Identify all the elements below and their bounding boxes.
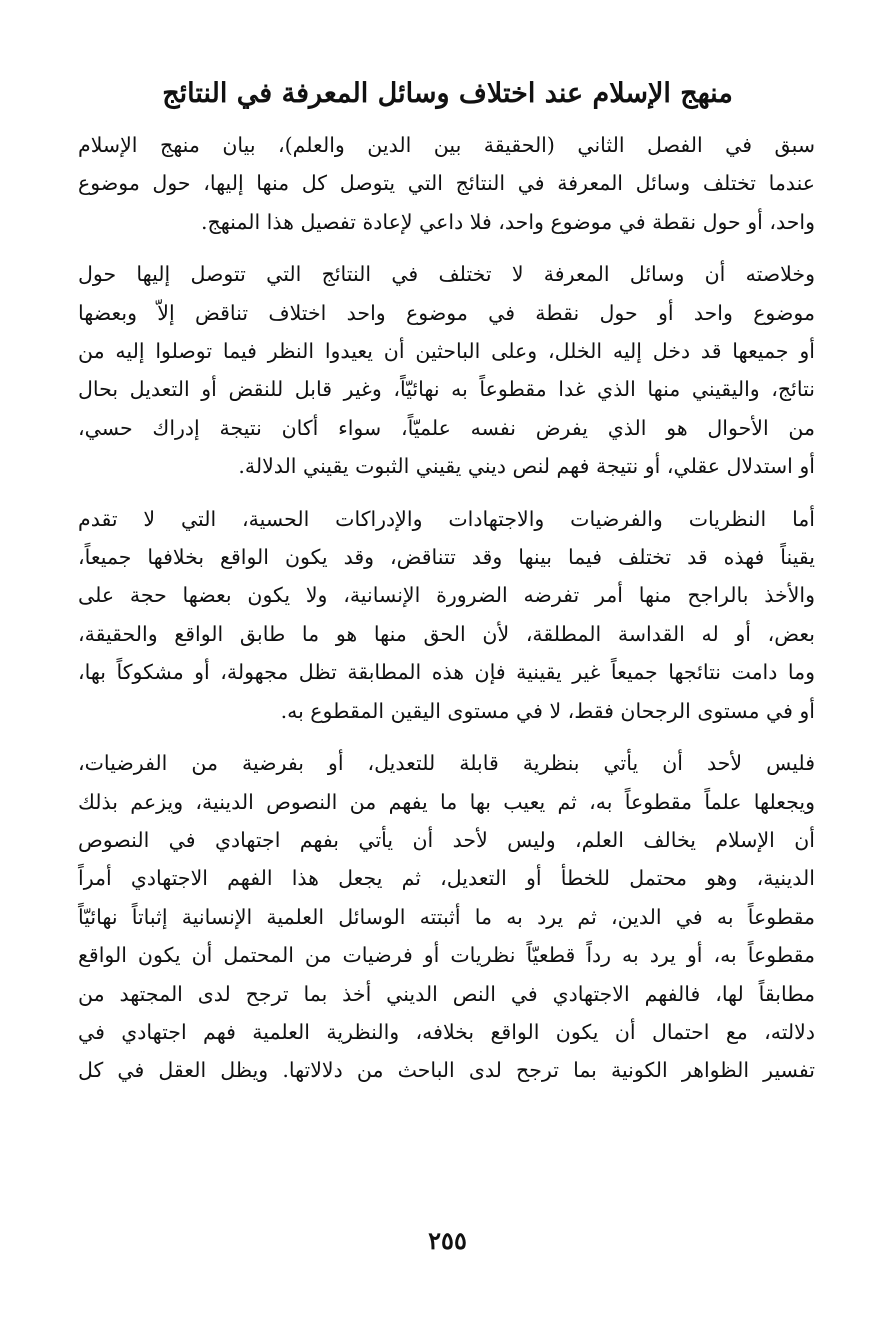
text-line: أو جميعها قد دخل إليه الخلل، وعلى الباحثين أن يعيدوا النظر فيما توصلوا إليه من [78, 339, 815, 364]
page-body [78, 126, 815, 1090]
paragraph-3 [78, 500, 815, 730]
text-line: سبق في الفصل الثاني (الحقيقة بين الدين والعلم)، بيان منهج الإسلام [78, 133, 815, 157]
text-line: وما دامت نتائجها جميعاً غير يقينية فإن هذه المطابقة تظل مجهولة، أو مشكوكاً بها، [78, 660, 815, 685]
text-line: مقطوعاً به في الدين، ثم يرد به ما أثبتته الوسائل العلمية الإنسانية إثباتاً نهائيّاً [78, 904, 815, 929]
text-line: نتائج، واليقيني منها الذي غدا مقطوعاً به نهائيّاً، وغير قابل للنقض أو التعديل بحال [78, 377, 815, 402]
paragraph-1 [78, 126, 815, 241]
text-line: وخلاصته أن وسائل المعرفة لا تختلف في النتائج التي تتوصل إليها حول [78, 262, 815, 287]
text-line: موضوع واحد أو حول نقطة في موضوع واحد اختلاف تناقض إلاّ وبعضها [78, 300, 815, 325]
text-line: مقطوعاً به، أو يرد به رداً قطعيّاً نظريات أو فرضيات من المحتمل أن يكون الواقع [78, 943, 815, 968]
text-line: أو استدلال عقلي، أو نتيجة فهم لنص ديني يقيني الثبوت يقيني الدلالة. [238, 454, 815, 479]
page-title: منهج الإسلام عند اختلاف وسائل المعرفة في النتائج [162, 78, 733, 109]
paragraph-4 [78, 744, 815, 1090]
paragraph-2 [78, 255, 815, 485]
text-line: يقيناً فهذه قد تختلف فيما بينها وقد تتناقض، وقد يكون الواقع بخلافها جميعاً، [78, 545, 815, 570]
text-line: والأخذ بالراجح منها أمر تفرضه الضرورة الإنسانية، ولا يكون بعضها حجة على [78, 583, 815, 608]
text-line: فليس لأحد أن يأتي بنظرية قابلة للتعديل، أو بفرضية من الفرضيات، [78, 751, 815, 776]
text-line: مطابقاً لها، فالفهم الاجتهادي في النص الديني أخذ بما ترجح لدى المجتهد من [78, 981, 815, 1006]
text-line: ويجعلها علماً مقطوعاً به، ثم يعيب بها ما يفهم من النصوص الدينية، ويزعم بذلك [78, 789, 815, 814]
text-line: عندما تختلف وسائل المعرفة في النتائج التي يتوصل كل منها إليها، حول موضوع [78, 171, 815, 196]
text-line: من الأحوال هو الذي يفرض نفسه علميّاً، سواء أكان نتيجة إدراك حسي، [78, 415, 815, 440]
text-line: واحد، أو حول نقطة في موضوع واحد، فلا داعي لإعادة تفصيل هذا المنهج. [200, 209, 815, 234]
text-line: أن الإسلام يخالف العلم، وليس لأحد أن يأتي بفهم اجتهادي في النصوص [78, 827, 815, 852]
text-line: أما النظريات والفرضيات والاجتهادات والإدراكات الحسية، التي لا تقدم [78, 506, 815, 531]
text-line: بعض، أو له القداسة المطلقة، لأن الحق منها هو ما طابق الواقع والحقيقة، [78, 621, 815, 646]
page-number: ٢٥٥ [428, 1226, 467, 1255]
text-line: أو في مستوى الرجحان فقط، لا في مستوى اليقين المقطوع به. [280, 698, 815, 723]
text-line: دلالته، مع احتمال أن يكون الواقع بخلافه، والنظرية العلمية فهم اجتهادي في [78, 1019, 815, 1044]
text-line: الدينية، وهو محتمل للخطأ أو التعديل، ثم يجعل هذا الفهم الاجتهادي أمراً [78, 866, 815, 891]
text-line: تفسير الظواهر الكونية بما ترجح لدى الباحث من دلالاتها. ويظل العقل في كل [78, 1058, 815, 1083]
